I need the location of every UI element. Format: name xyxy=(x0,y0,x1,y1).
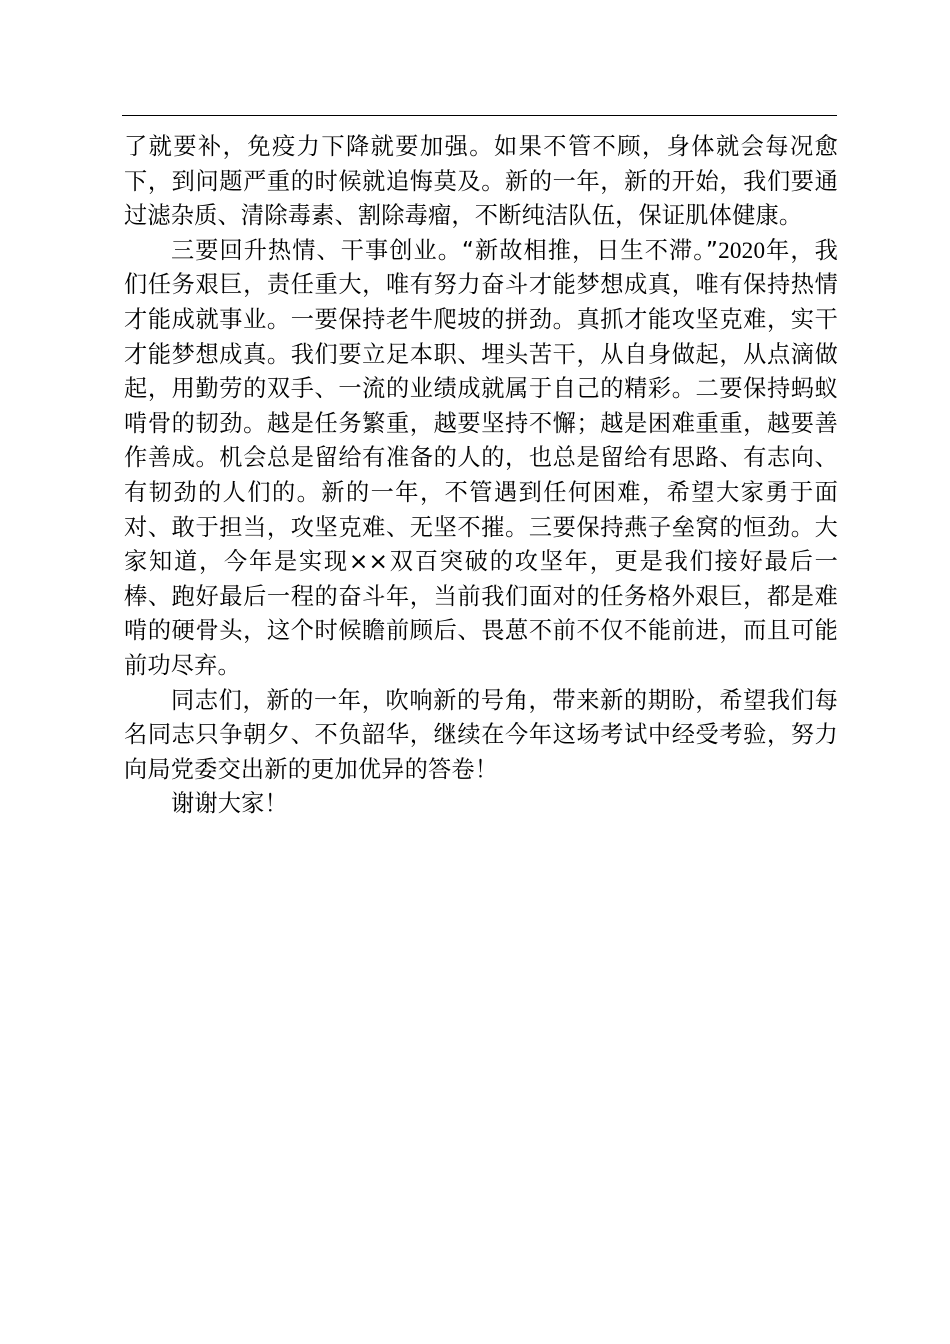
paragraph-2 xyxy=(124,234,838,684)
document-body xyxy=(124,130,838,822)
paragraph-2-year: 2020 xyxy=(718,237,766,264)
header-rule xyxy=(122,115,837,116)
paragraph-1: 了就要补，免疫力下降就要加强。如果不管不顾，身体就会每况愈下，到问题严重的时候就追悔莫及。新的一年，新的开始，我们要通过滤杂质、清除毒素、割除毒瘤，不断纯洁队伍，保证肌体健康。 xyxy=(124,133,838,230)
closing-thanks: 谢谢大家！ xyxy=(171,790,288,818)
paragraph-3: 同志们，新的一年，吹响新的号角，带来新的期盼，希望我们每名同志只争朝夕、不负韶华，继续在今年这场考试中经受考验，努力向局党委交出新的更加优异的答卷！ xyxy=(124,686,838,783)
paragraph-2-opening: 三要回升热情、干事创业。“新故相推，日生不滞。” xyxy=(171,236,719,264)
paragraph-2-body: 年，我们任务艰巨，责任重大，唯有努力奋斗才能梦想成真，唯有保持热情才能成就事业。一要保持老牛爬坡的拼劲。真抓才能攻坚克难，实干才能梦想成真。我们要立足本职、埋头苦干，从自身做起，从点滴做起，用勤劳的双手、一流的业绩成就属于自己的精彩。二要保持蚂蚁啃骨的韧劲。越是任务繁重，越要坚持不懈；越是困难重重，越要善作善成。机会总是留给有准备的人的，也总是留给有思路、有志向、有韧劲的人们的。新的一年，不管遇到任何困难，希望大家勇于面对、敢于担当，攻坚克难、无坚不摧。三要保持燕子垒窝的恒劲。大家知道，今年是实现××双百突破的攻坚年，更是我们接好最后一棒、跑好最后一程的奋斗年，当前我们面对的任务格外艰巨，都是难啃的硬骨头，这个时候瞻前顾后、畏葸不前不仅不能前进，而且可能前功尽弃。 xyxy=(124,236,838,679)
